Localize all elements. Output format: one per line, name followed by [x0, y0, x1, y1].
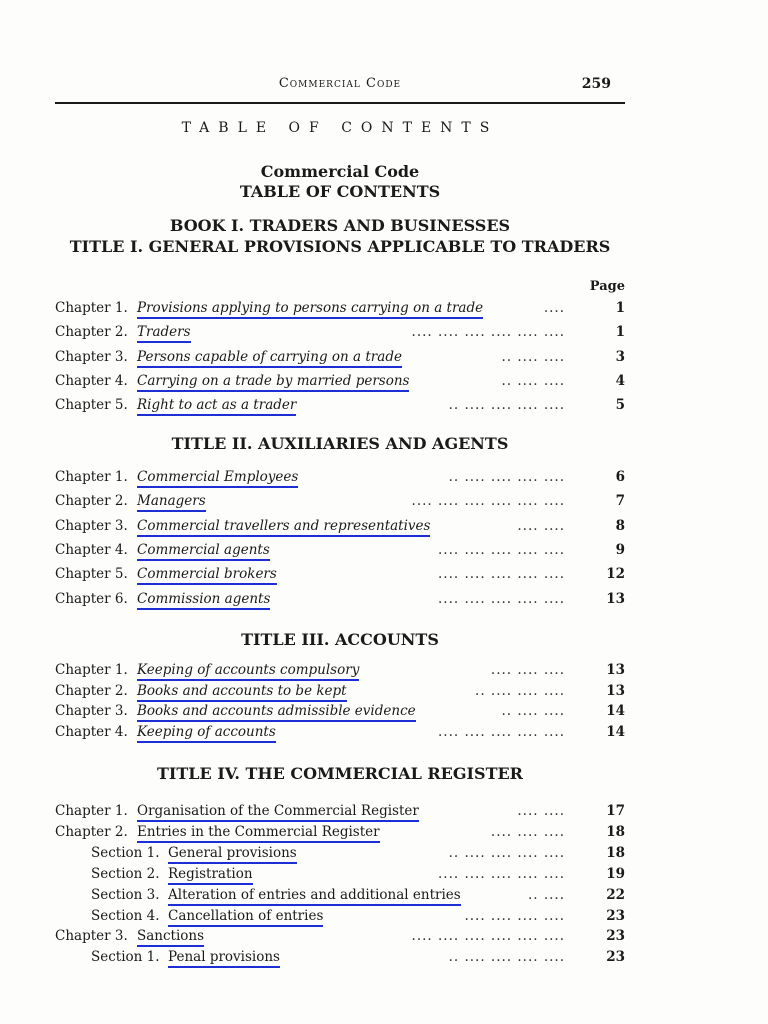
toc-entry-page-number: 23 [606, 907, 625, 924]
toc-entry-label: Chapter 3. [55, 517, 128, 534]
toc-entry-label: Section 1. [91, 949, 160, 966]
toc-entry-page-number: 14 [606, 723, 625, 740]
toc-entry-page-number: 13 [606, 590, 625, 607]
toc-entry-label: Chapter 1. [55, 469, 128, 485]
running-header-title: Commercial Code [278, 76, 402, 91]
toc-entry-page-number: 13 [606, 682, 625, 699]
toc-entry-label: Chapter 2. [55, 324, 128, 341]
toc-entry-page-number: 6 [615, 469, 625, 485]
toc-entry-label: Chapter 3. [55, 928, 128, 945]
toc-entry-page-number: 14 [606, 703, 625, 720]
toc-entry-link[interactable]: Carrying on a trade by married persons [137, 373, 409, 392]
toc-entry [55, 591, 625, 611]
toc-entry-page-number: 5 [615, 397, 625, 414]
toc-entry-label: Section 1. [91, 844, 160, 861]
toc-entry-label: Section 2. [91, 865, 160, 882]
toc-entry-leader-dots: .... [543, 300, 565, 316]
toc-entry [55, 928, 625, 948]
toc-entry-leader-dots: .. .... .... [501, 703, 565, 720]
toc-entry-link[interactable]: Managers [137, 493, 206, 512]
toc-entry-page-number: 1 [615, 324, 625, 341]
toc-entry-leader-dots: .. .... .... .... .... [448, 949, 565, 966]
toc-entry-link[interactable]: Organisation of the Commercial Register [137, 803, 419, 822]
toc-entry-page-number: 9 [615, 541, 625, 558]
toc-entry-link[interactable]: Commission agents [137, 591, 270, 610]
toc-entry-link[interactable]: Provisions applying to persons carrying on a trade [137, 300, 483, 319]
toc-entry-label: Chapter 3. [55, 348, 128, 365]
toc-entry-leader-dots: .. .... .... .... .... [448, 469, 565, 485]
toc-entry-leader-dots: .... .... .... .... .... [438, 865, 565, 882]
toc-entry-page-number: 13 [606, 662, 625, 678]
toc-entry-page-number: 17 [606, 803, 625, 819]
toc-entry [55, 324, 625, 344]
toc-entry [55, 724, 625, 744]
toc-entry-leader-dots: .... .... .... .... .... .... [411, 324, 565, 341]
toc-entry-leader-dots: .... .... .... .... [464, 907, 565, 924]
toc-entry [55, 300, 625, 320]
toc-entry [55, 397, 625, 417]
toc-entry-label: Chapter 2. [55, 823, 128, 840]
toc-entry-link[interactable]: Books and accounts admissible evidence [137, 703, 416, 722]
toc-entry-label: Chapter 2. [55, 493, 128, 510]
toc-entry [55, 469, 625, 489]
toc-entry [55, 349, 625, 369]
toc-entry [55, 824, 625, 844]
toc-entry-label: Chapter 3. [55, 703, 128, 720]
toc-entry [55, 566, 625, 586]
toc-entry [55, 845, 625, 865]
toc-entry-link[interactable]: Commercial brokers [137, 566, 277, 585]
title-heading: TITLE IV. THE COMMERCIAL REGISTER [157, 764, 523, 783]
toc-entry-leader-dots: .... .... .... [490, 823, 565, 840]
spaced-toc-heading: TABLE OF CONTENTS [181, 120, 499, 136]
toc-entry-page-number: 23 [606, 949, 625, 966]
toc-entry-page-number: 8 [615, 517, 625, 534]
toc-entry-leader-dots: .... .... .... .... .... [438, 590, 565, 607]
document-page [55, 0, 625, 1024]
toc-entry-leader-dots: .... .... .... .... .... [438, 566, 565, 583]
toc-entry [55, 542, 625, 562]
toc-entry-label: Chapter 5. [55, 566, 128, 583]
toc-entry-leader-dots: .. .... .... .... .... [448, 397, 565, 414]
toc-entry [55, 493, 625, 513]
toc-entry-link[interactable]: General provisions [168, 845, 297, 864]
toc-entry-page-number: 12 [606, 566, 625, 583]
toc-entry-page-number: 7 [615, 493, 625, 510]
toc-entry [55, 662, 625, 682]
running-header-page-number: 259 [581, 76, 611, 92]
toc-entry [55, 887, 625, 907]
toc-entry-page-number: 18 [606, 823, 625, 840]
toc-entry-link[interactable]: Traders [137, 324, 191, 343]
toc-entry [55, 518, 625, 538]
toc-entry-page-number: 23 [606, 928, 625, 945]
title-heading: TITLE II. AUXILIARIES AND AGENTS [171, 434, 509, 453]
toc-entry-label: Chapter 6. [55, 590, 128, 607]
running-header [55, 76, 625, 104]
toc-entry-leader-dots: .... .... .... .... .... [438, 541, 565, 558]
toc-entry-label: Chapter 5. [55, 397, 128, 414]
toc-entry [55, 949, 625, 969]
toc-entry-label: Chapter 1. [55, 803, 128, 819]
toc-entry-link[interactable]: Sanctions [137, 928, 204, 947]
toc-entry-link[interactable]: Keeping of accounts [137, 724, 276, 743]
toc-entry-leader-dots: .... .... [517, 803, 565, 819]
toc-entry-leader-dots: .. .... .... [501, 372, 565, 389]
toc-entry-leader-dots: .... .... .... .... .... .... [411, 493, 565, 510]
toc-entry-link[interactable]: Alteration of entries and additional entries [168, 887, 461, 906]
toc-entry-link[interactable]: Commercial travellers and representatives [137, 518, 430, 537]
toc-entry-leader-dots: .... .... [517, 517, 565, 534]
toc-entry-link[interactable]: Right to act as a trader [137, 397, 296, 416]
toc-entry [55, 908, 625, 928]
page-column-label: Page [589, 279, 625, 294]
toc-entry-page-number: 1 [615, 300, 625, 316]
toc-entry-link[interactable]: Cancellation of entries [168, 908, 323, 927]
title-heading: TITLE III. ACCOUNTS [241, 630, 439, 649]
toc-entry-link[interactable]: Persons capable of carrying on a trade [137, 349, 402, 368]
toc-entry-label: Chapter 1. [55, 662, 128, 678]
toc-entry [55, 683, 625, 703]
toc-entry [55, 703, 625, 723]
toc-entry-page-number: 22 [606, 886, 625, 903]
doc-title: Commercial Code [260, 162, 420, 181]
toc-entry-label: Chapter 1. [55, 300, 128, 316]
toc-entry-leader-dots: .... .... .... [490, 662, 565, 678]
toc-entry-label: Chapter 4. [55, 723, 128, 740]
toc-entry-link[interactable]: Commercial Employees [137, 469, 298, 488]
toc-entry-label: Section 4. [91, 907, 160, 924]
toc-entry-page-number: 3 [615, 348, 625, 365]
toc-entry-link[interactable]: Entries in the Commercial Register [137, 824, 380, 843]
toc-entry-page-number: 19 [606, 865, 625, 882]
toc-entry-link[interactable]: Commercial agents [137, 542, 270, 561]
doc-subtitle: TABLE OF CONTENTS [239, 182, 441, 201]
toc-entry-link[interactable]: Keeping of accounts compulsory [137, 662, 359, 681]
title-heading: TITLE I. GENERAL PROVISIONS APPLICABLE TO TRADERS [69, 237, 611, 256]
toc-entry-leader-dots: .. .... [527, 886, 565, 903]
toc-entry [55, 803, 625, 823]
toc-entry-page-number: 18 [606, 844, 625, 861]
toc-entry [55, 373, 625, 393]
book-heading: BOOK I. TRADERS AND BUSINESSES [169, 216, 511, 235]
toc-entry-leader-dots: .. .... .... .... [475, 682, 565, 699]
toc-entry-label: Chapter 4. [55, 372, 128, 389]
toc-entry-link[interactable]: Registration [168, 866, 253, 885]
toc-entry-leader-dots: .... .... .... .... .... .... [411, 928, 565, 945]
toc-entry-leader-dots: .. .... .... .... .... [448, 844, 565, 861]
toc-entry-label: Chapter 4. [55, 541, 128, 558]
toc-entry-link[interactable]: Books and accounts to be kept [137, 683, 347, 702]
toc-entry-label: Chapter 2. [55, 682, 128, 699]
toc-entry-link[interactable]: Penal provisions [168, 949, 280, 968]
toc-entry-leader-dots: .... .... .... .... .... [438, 723, 565, 740]
toc-entry [55, 866, 625, 886]
toc-entry-label: Section 3. [91, 886, 160, 903]
toc-entry-page-number: 4 [615, 372, 625, 389]
toc-entry-leader-dots: .. .... .... [501, 348, 565, 365]
